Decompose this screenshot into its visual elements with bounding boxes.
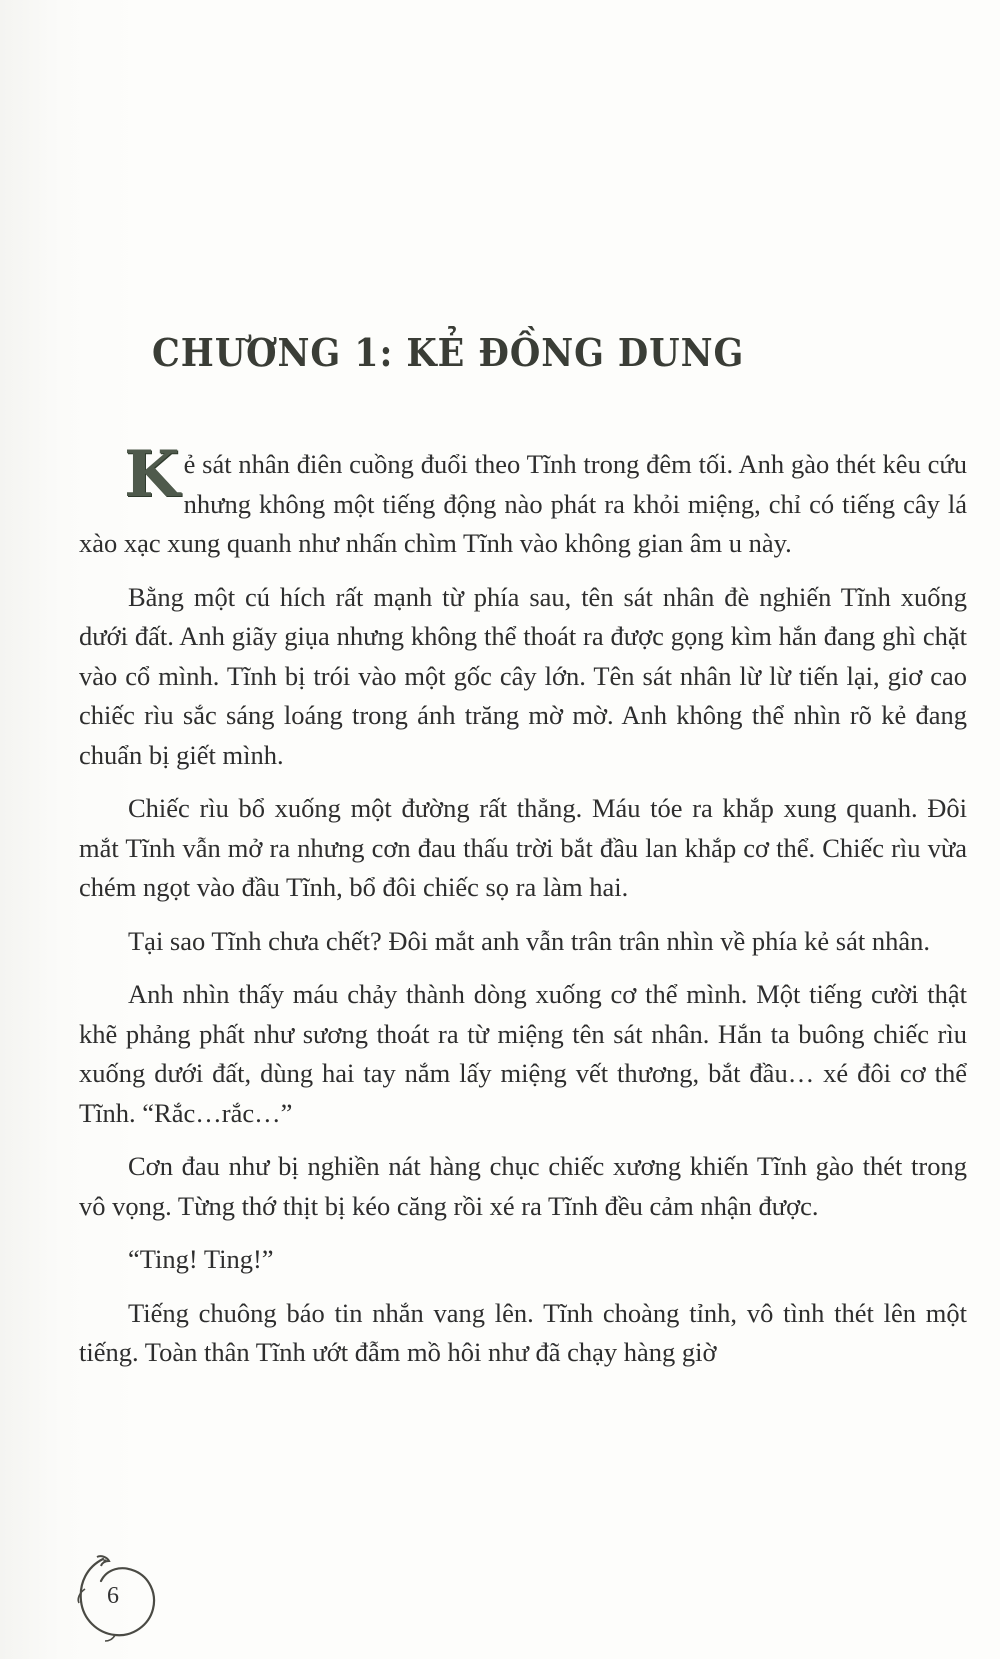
paragraph-4: Tại sao Tĩnh chưa chết? Đôi mắt anh vẫn trân trân nhìn về phía kẻ sát nhân.	[128, 925, 930, 956]
paragraph-1-text: ẻ sát nhân điên cuồng đuổi theo Tĩnh trong đêm tối. Anh gào thét kêu cứu nhưng không một tiếng động nào phát ra khỏi miệng, chỉ có tiếng cây lá xào xạc xung quanh như nhấn chìm Tĩnh vào không gian âm u này.	[79, 449, 967, 558]
drop-cap-letter: K	[124, 437, 180, 512]
paragraph-8: Tiếng chuông báo tin nhắn vang lên. Tĩnh choàng tỉnh, vô tình thét lên một tiếng. Toàn thân Tĩnh ướt đẫm mồ hôi như đã chạy hàng giờ	[79, 1297, 967, 1367]
paragraph-2: Bằng một cú hích rất mạnh từ phía sau, tên sát nhân đè nghiến Tĩnh xuống dưới đất. Anh giãy giụa nhưng không thể thoát ra được gọng kìm hắn đang ghì chặt vào cổ mình. Tĩnh bị trói vào một gốc cây lớn. Tên sát nhân lừ lừ tiến lại, giơ cao chiếc rìu sắc sáng loáng trong ánh trăng mờ mờ. Anh không thể nhìn rõ kẻ đang chuẩn bị giết mình.	[79, 581, 967, 770]
chapter-body	[79, 437, 967, 1387]
paragraph-5: Anh nhìn thấy máu chảy thành dòng xuống cơ thể mình. Một tiếng cười thật khẽ phảng phất như sương thoát ra từ miệng tên sát nhân. Hắn ta buông chiếc rìu xuống dưới đất, dùng hai tay nắm lấy miệng vết thương, bắt đầu… xé đôi cơ thể Tĩnh. “Rắc…rắc…”	[79, 979, 967, 1128]
paragraph-3: Chiếc rìu bổ xuống một đường rất thẳng. Máu tóe ra khắp xung quanh. Đôi mắt Tĩnh vẫn mở ra nhưng cơn đau thấu trời bắt đầu lan khắp cơ thể. Chiếc rìu vừa chém ngọt vào đầu Tĩnh, bổ đôi chiếc sọ ra làm hai.	[79, 793, 967, 902]
page-number: 6	[107, 1583, 119, 1609]
chapter-title: CHƯƠNG 1: KẺ ĐỒNG DUNG	[152, 330, 745, 375]
paragraph-1	[79, 437, 967, 564]
paragraph-6: Cơn đau như bị nghiền nát hàng chục chiếc xương khiến Tĩnh gào thét trong vô vọng. Từng thớ thịt bị kéo căng rồi xé ra Tĩnh đều cảm nhận được.	[79, 1151, 967, 1221]
paragraph-7: “Ting! Ting!”	[128, 1244, 274, 1274]
